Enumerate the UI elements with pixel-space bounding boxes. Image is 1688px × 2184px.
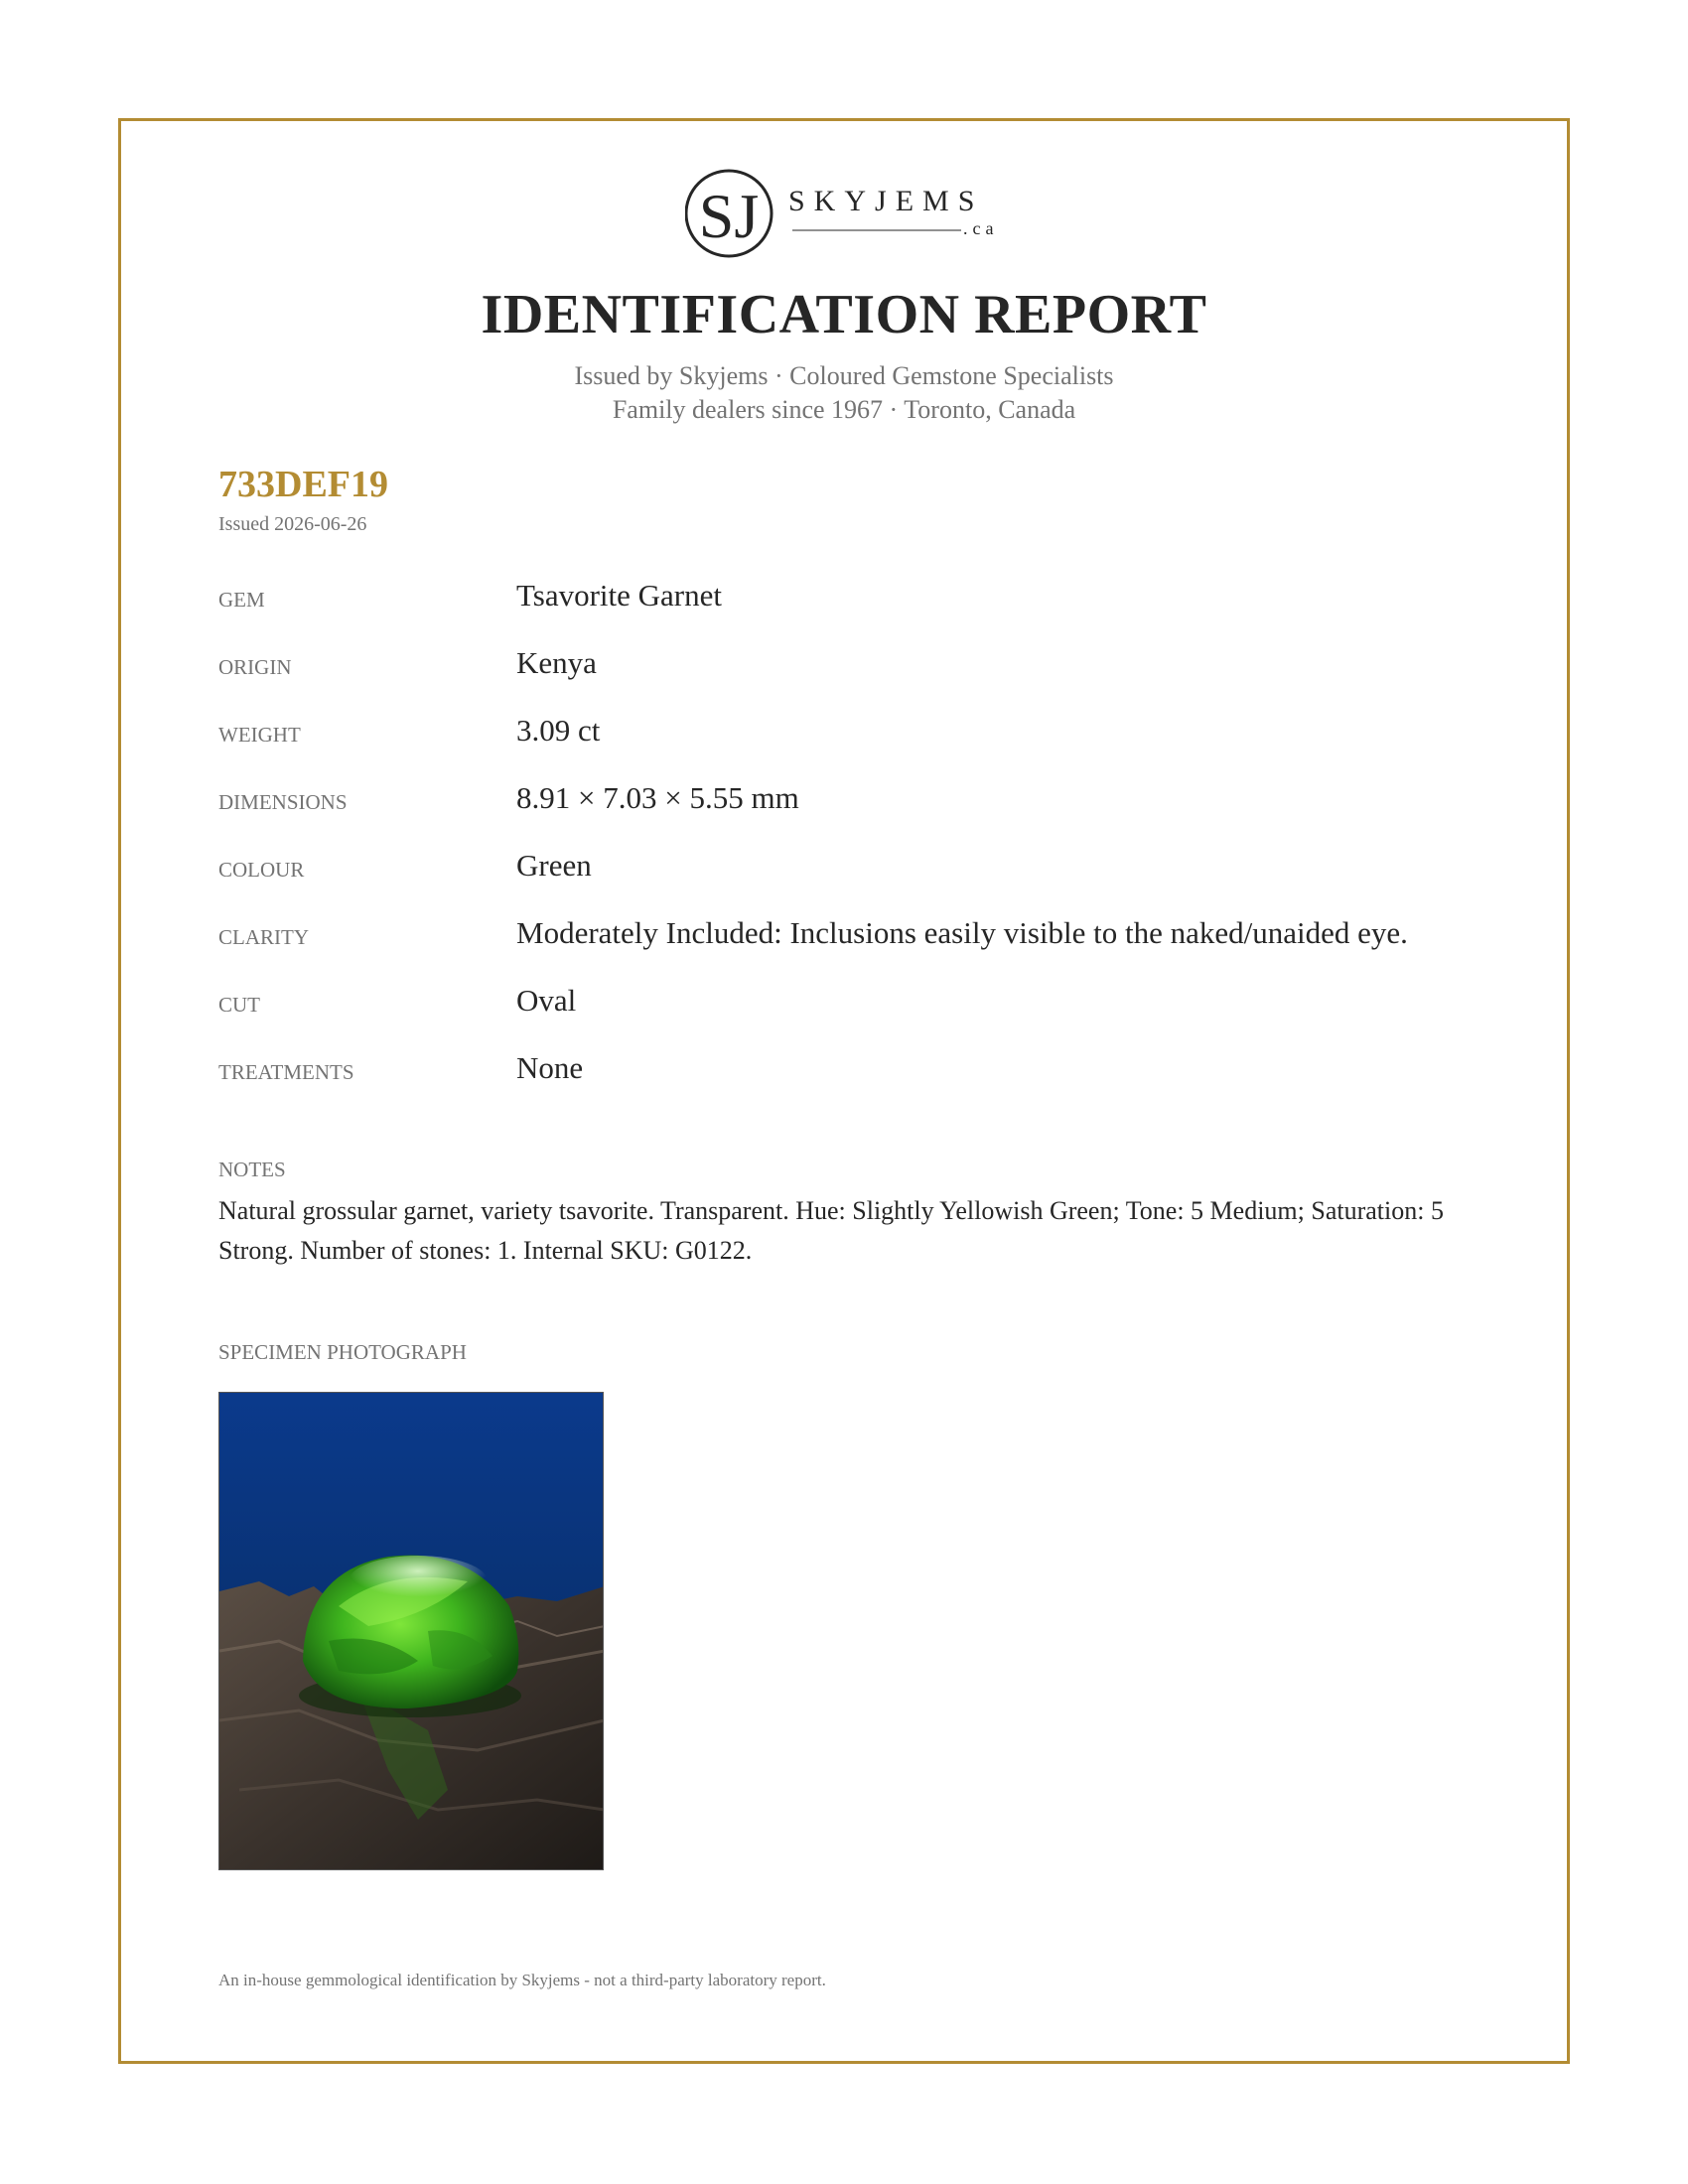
detail-value: Green bbox=[516, 848, 592, 883]
logo-tld: .ca bbox=[963, 218, 999, 238]
logo-monogram: SJ bbox=[698, 181, 760, 251]
detail-label: TREATMENTS bbox=[218, 1060, 354, 1084]
report-id: 733DEF19 bbox=[218, 464, 388, 505]
detail-value: 3.09 ct bbox=[516, 713, 601, 748]
detail-label: CUT bbox=[218, 993, 260, 1017]
detail-row-origin bbox=[218, 645, 1489, 695]
detail-row-weight bbox=[218, 713, 1489, 762]
detail-value: Tsavorite Garnet bbox=[516, 578, 722, 613]
dealer-line: Family dealers since 1967 · Toronto, Canada bbox=[612, 395, 1076, 424]
photo-label: SPECIMEN PHOTOGRAPH bbox=[218, 1340, 467, 1364]
detail-value: Kenya bbox=[516, 645, 597, 680]
detail-value: None bbox=[516, 1050, 584, 1085]
detail-value: 8.91 × 7.03 × 5.55 mm bbox=[516, 780, 799, 815]
notes-text: Natural grossular garnet, variety tsavorite. Transparent. Hue: Slightly Yellowish Green; Tone: 5 Medium; Saturation: 5 Strong. Number of stones: 1. Internal SKU: G0122. bbox=[218, 1196, 1444, 1265]
detail-row-treatments bbox=[218, 1050, 1489, 1100]
detail-label: CLARITY bbox=[218, 925, 309, 949]
detail-label: DIMENSIONS bbox=[218, 790, 348, 814]
detail-label: COLOUR bbox=[218, 858, 305, 882]
detail-value: Oval bbox=[516, 983, 577, 1018]
detail-row-cut bbox=[218, 983, 1489, 1032]
disclaimer: An in-house gemmological identification by Skyjems - not a third-party laboratory report. bbox=[218, 1971, 826, 1989]
detail-label: ORIGIN bbox=[218, 655, 292, 679]
logo-wordmark: SKYJEMS bbox=[788, 185, 984, 217]
issuer-line: Issued by Skyjems · Coloured Gemstone Specialists bbox=[574, 361, 1114, 390]
detail-label: GEM bbox=[218, 588, 265, 612]
detail-row-dimensions bbox=[218, 780, 1489, 830]
detail-row-colour bbox=[218, 848, 1489, 897]
specimen-photograph bbox=[218, 1392, 604, 1870]
detail-label: WEIGHT bbox=[218, 723, 301, 747]
issue-date: Issued 2026-06-26 bbox=[218, 513, 367, 535]
specimen-image bbox=[219, 1393, 604, 1870]
skyjems-logo bbox=[685, 164, 1003, 263]
detail-row-gem bbox=[218, 578, 1489, 627]
detail-value: Moderately Included: Inclusions easily visible to the naked/unaided eye. bbox=[516, 915, 1408, 950]
detail-row-clarity bbox=[218, 915, 1489, 965]
report-title: IDENTIFICATION REPORT bbox=[481, 284, 1207, 345]
notes-label: NOTES bbox=[218, 1158, 286, 1181]
